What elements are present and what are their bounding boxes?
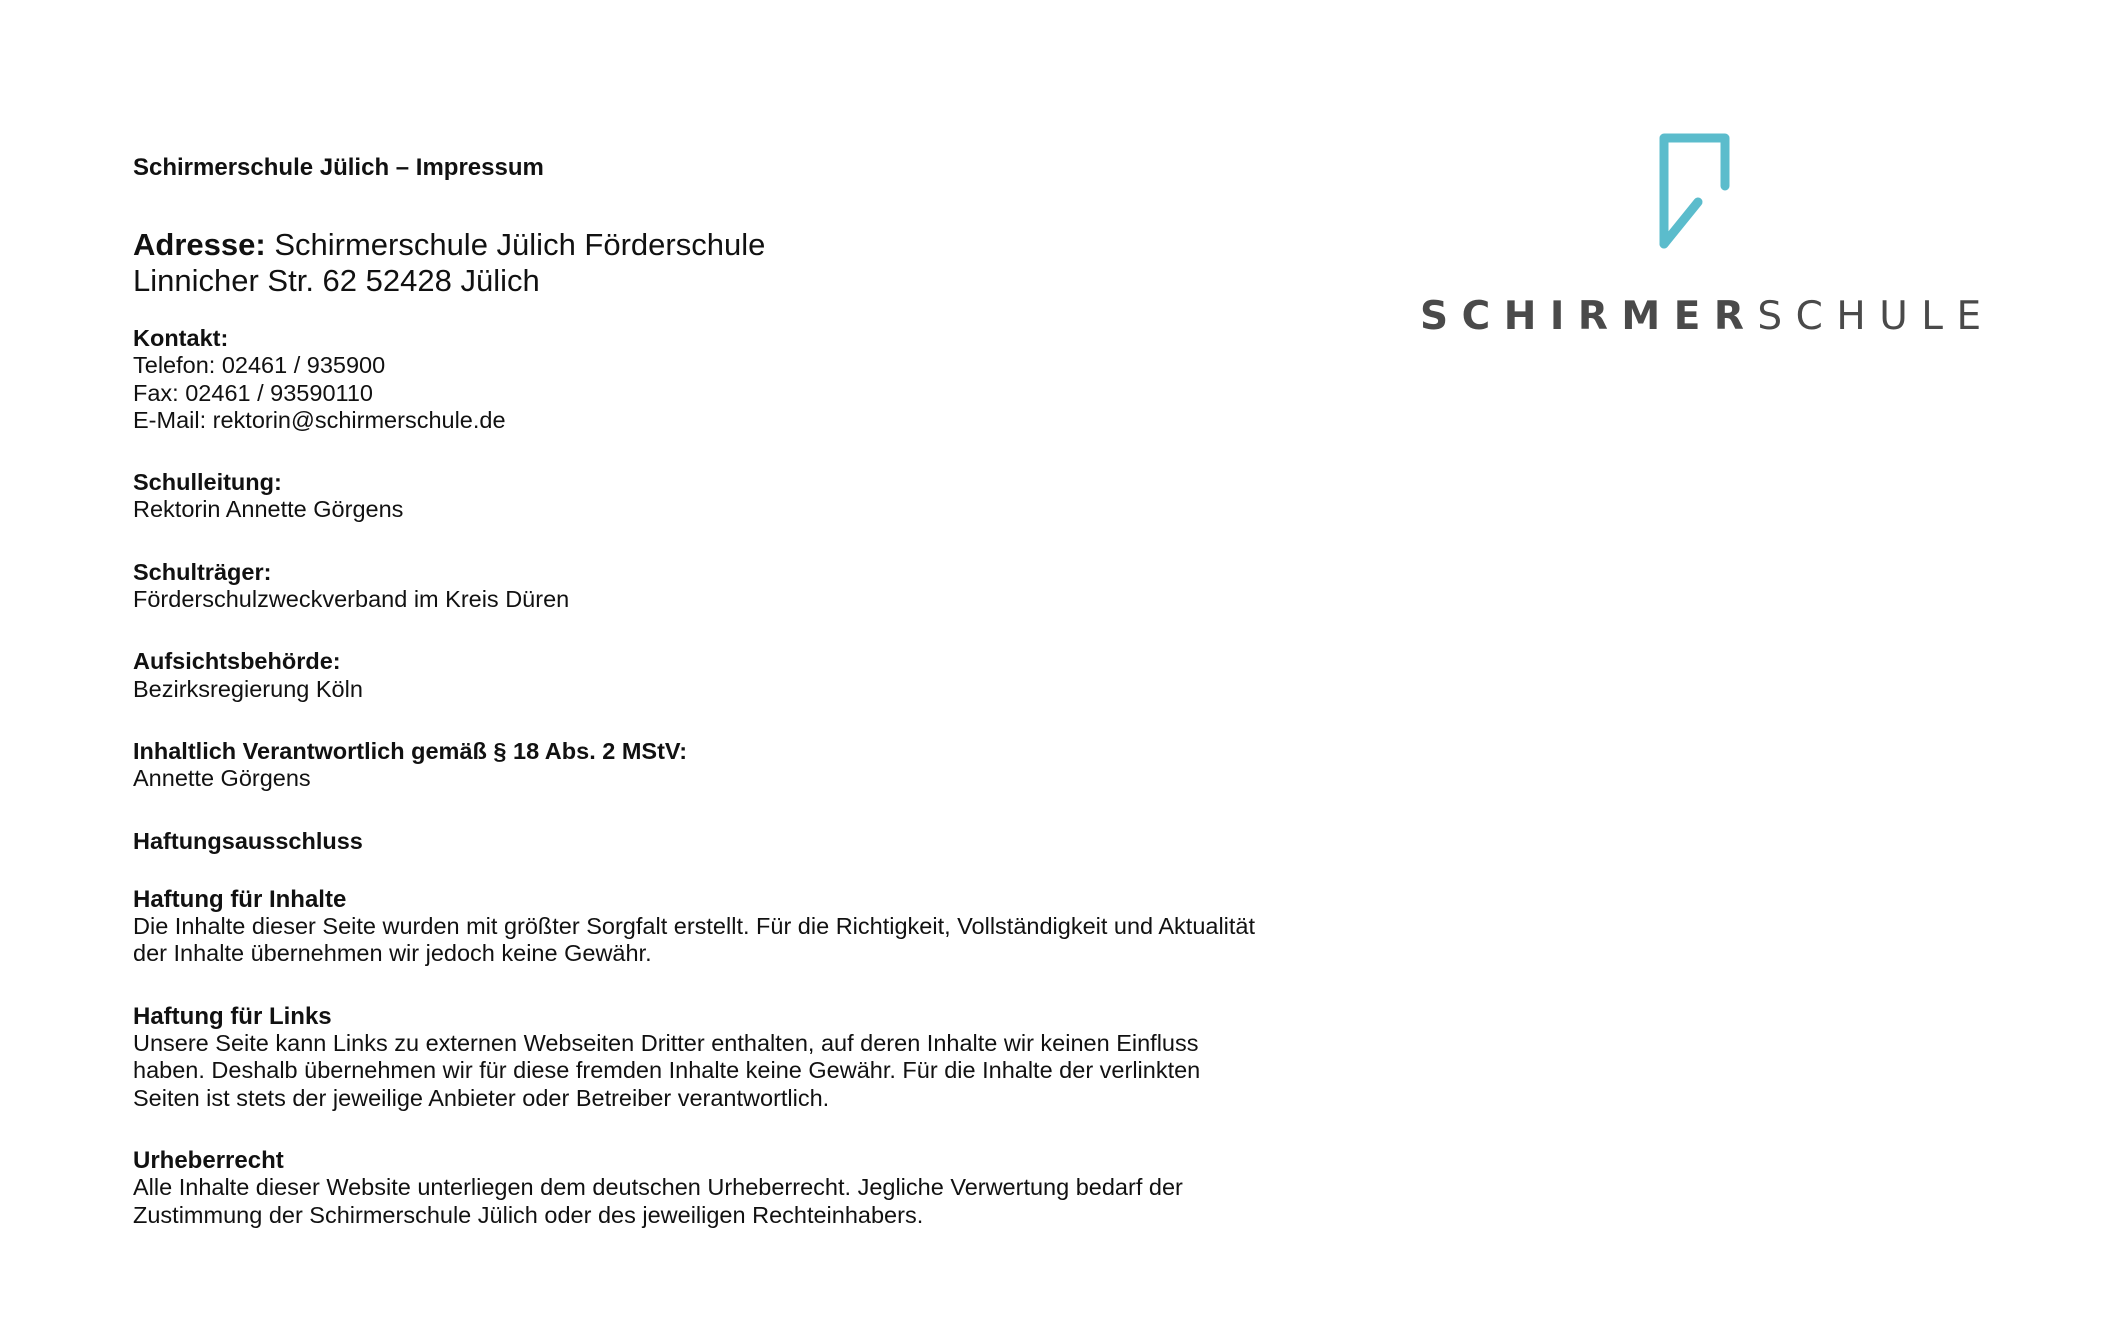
copyright-text: Alle Inhalte dieser Website unterliegen dem deutschen Urheberrecht. Jegliche Verwertung bedarf der (133, 1174, 1183, 1201)
liability-links-text: Seiten ist stets der jeweilige Anbieter oder Betreiber verantwortlich. (133, 1084, 830, 1111)
supervisor-heading: Aufsichtsbehörde: (133, 648, 341, 675)
address-line-1 (133, 227, 765, 263)
contact-fax: Fax: 02461 / 93590110 (133, 379, 373, 406)
supervisor-section (133, 648, 1363, 703)
copyright-section (133, 1147, 1363, 1229)
contact-heading: Kontakt: (133, 325, 229, 351)
bookmark-pen-icon (1632, 124, 1742, 260)
leadership-heading: Schulleitung: (133, 469, 282, 496)
copyright-text: Zustimmung der Schirmerschule Jülich oder des jeweiligen Rechteinhabers. (133, 1201, 924, 1228)
liability-content-text: Die Inhalte dieser Seite wurden mit größter Sorgfalt erstellt. Für die Richtigkeit, Vollständigkeit und Aktualität (133, 913, 1256, 940)
disclaimer-section (133, 828, 1363, 855)
imprint-content (133, 325, 1363, 1264)
liability-content-text: der Inhalte übernehmen wir jedoch keine Gewähr. (133, 940, 652, 967)
leadership-value: Rektorin Annette Görgens (133, 496, 404, 523)
liability-links-text: Unsere Seite kann Links zu externen Webseiten Dritter enthalten, auf deren Inhalte wir keinen Einfluss (133, 1030, 1199, 1057)
contact-phone: Telefon: 02461 / 935900 (133, 352, 386, 379)
operator-section (133, 559, 1363, 614)
address-line-2: Linnicher Str. 62 52428 Jülich (133, 263, 540, 298)
operator-heading: Schulträger: (133, 558, 272, 585)
liability-links-text: haben. Deshalb übernehmen wir für diese fremden Inhalte keine Gewähr. Für die Inhalte der verlinkten (133, 1057, 1201, 1084)
page-title: Schirmerschule Jülich – Impressum (133, 154, 544, 181)
leadership-section (133, 469, 1363, 524)
liability-links-heading: Haftung für Links (133, 1002, 332, 1030)
address-school-name: Schirmerschule Jülich Förderschule (274, 227, 766, 262)
responsible-value: Annette Görgens (133, 765, 311, 792)
logo-text-bold: SCHIRMER (1420, 294, 1758, 339)
responsible-heading: Inhaltlich Verantwortlich gemäß § 18 Abs. 2 MStV: (133, 737, 688, 764)
supervisor-value: Bezirksregierung Köln (133, 675, 363, 702)
liability-content-heading: Haftung für Inhalte (133, 885, 347, 913)
responsible-section (133, 738, 1363, 793)
school-logo (1420, 118, 1995, 348)
address-label: Adresse: (133, 227, 266, 262)
contact-section (133, 325, 1363, 434)
copyright-heading: Urheberrecht (133, 1146, 284, 1174)
address-block (133, 227, 765, 299)
contact-email[interactable]: E-Mail: rektorin@schirmerschule.de (133, 406, 506, 433)
logo-wordmark (1420, 294, 1995, 339)
logo-text-light: SCHULE (1757, 294, 1995, 339)
operator-value: Förderschulzweckverband im Kreis Düren (133, 586, 570, 613)
liability-content-section (133, 886, 1363, 968)
liability-links-section (133, 1003, 1363, 1112)
disclaimer-heading: Haftungsausschluss (133, 827, 363, 854)
